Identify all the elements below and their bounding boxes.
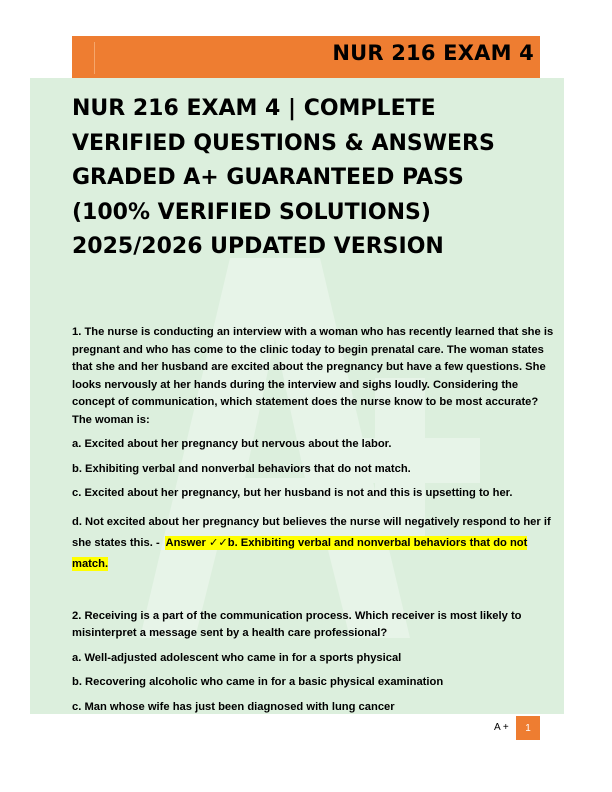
option-c: c. Man whose wife has just been diagnosed with lung cancer xyxy=(72,700,395,713)
header-title: NUR 216 EXAM 4 xyxy=(332,41,534,65)
answer-highlight: Answer ✓✓b. Exhibiting verbal and nonverbal behaviors that do not match. xyxy=(72,536,528,570)
option-c: c. Excited about her pregnancy, but her husband is not and this is upsetting to her. xyxy=(72,487,513,499)
cover-panel xyxy=(30,78,564,714)
option-a: a. Well-adjusted adolescent who came in for a sports physical xyxy=(72,651,402,664)
header-divider xyxy=(94,42,95,74)
option-b: b. Recovering alcoholic who came in for a basic physical examination xyxy=(72,676,444,688)
option-a: a. Excited about her pregnancy but nervous about the labor. xyxy=(72,438,392,450)
document-title: NUR 216 EXAM 4 | COMPLETE VERIFIED QUESTIONS & ANSWERS GRADED A+ GUARANTEED PASS (100% VERIFIED SOLUTIONS) 2025/2026 UPDATED VERSION xyxy=(72,96,495,259)
question-1 xyxy=(72,324,554,575)
header-bar xyxy=(72,36,540,78)
page-number: 1 xyxy=(516,716,540,740)
option-b: b. Exhibiting verbal and nonverbal behaviors that do not match. xyxy=(72,462,411,475)
question-stem: 1. The nurse is conducting an interview with a woman who has recently learned that she is pregnant and who has come to the clinic today to begin prenatal care. The woman states that she and her husband are excited about the pregnancy but have a few questions. She looks nervously at her hands during the interview and sighs loudly. Considering the concept of communication, which statement does the nurse know to be most accurate? The woman is: xyxy=(72,326,554,426)
question-2 xyxy=(72,608,554,715)
footer-label: A + xyxy=(494,722,509,733)
option-d xyxy=(72,512,554,575)
questions-content xyxy=(72,324,554,714)
question-stem: 2. Receiving is a part of the communication process. Which receiver is most likely to misinterpret a message sent by a health care professional? xyxy=(72,609,522,639)
option-d-text: d. Not excited about her pregnancy but believes the nurse will negatively respond to her if she states this. - xyxy=(72,515,551,549)
